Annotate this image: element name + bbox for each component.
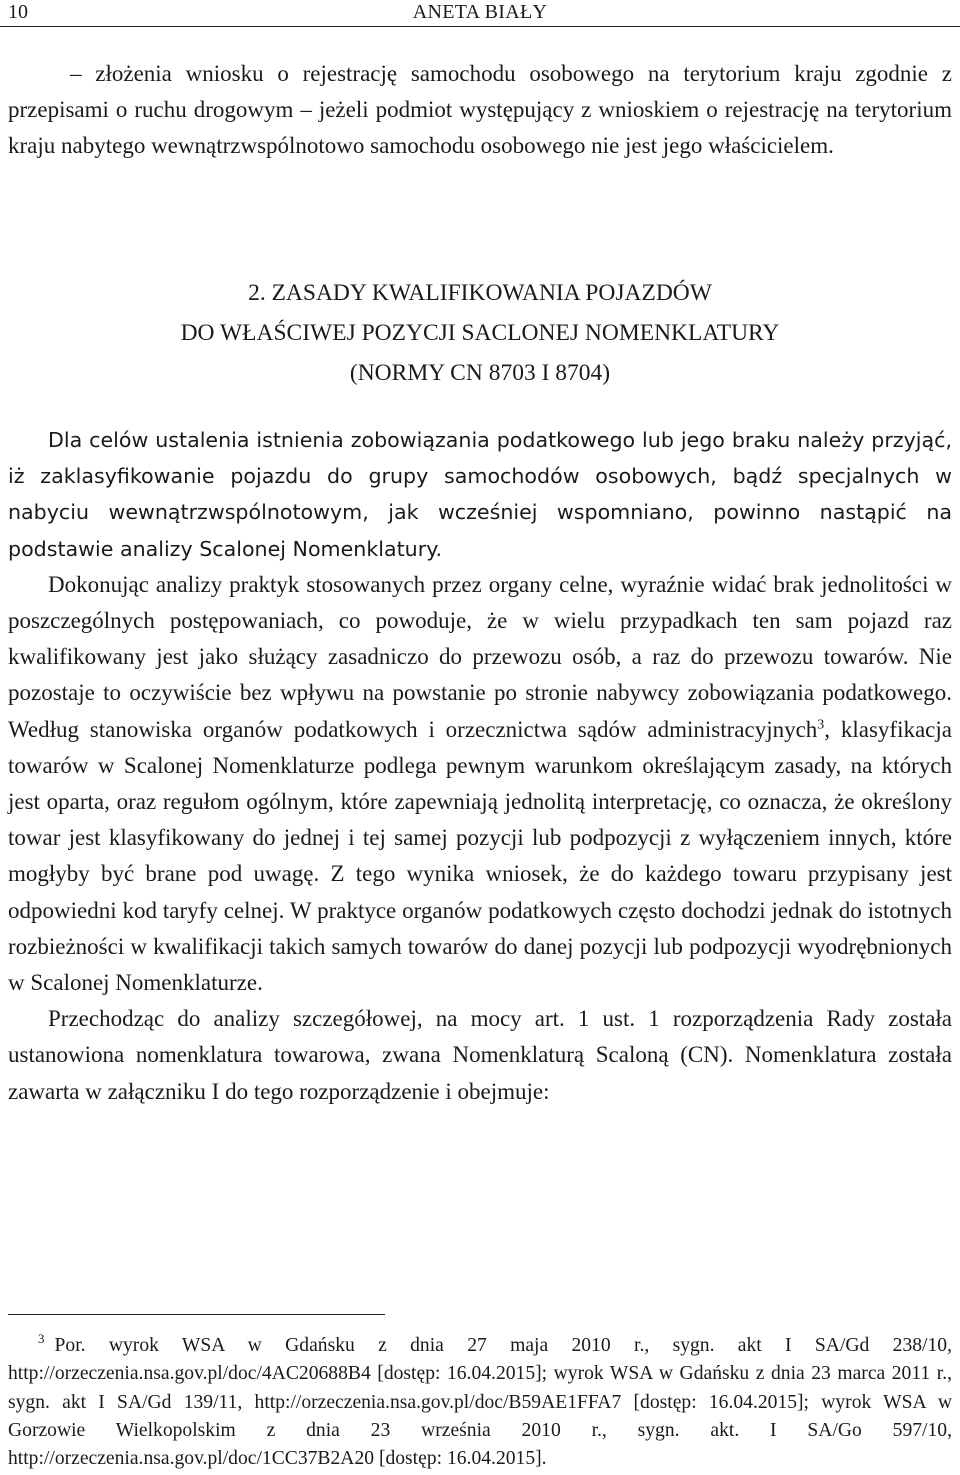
body-paragraph-2 (8, 567, 952, 1001)
section-body (8, 422, 952, 1110)
body-paragraph-2-text-b: , klasyfikacja towarów w Scalonej Nomenklaturze podlega pewnym warunkom określającym zasady, na których jest oparta, oraz regułom ogólnym, które zapewniają jednolitą interpretację, co oznacza, że określony towar jest klasyfikowany do jednej i tej samej pozycji lub podpozycji z wyłączeniem innych, które mogłyby być brane pod uwagę. Z tego wynika wniosek, że do każdego towaru przypisany jest odpowiedni kod taryfy celnej. W praktyce organów podatkowych często dochodzi jednak do istotnych rozbieżności w kwalifikacji takich samych towarów do danej pozycji lub podpozycji wyodrębnionych w Scalonej Nomenklaturze. (8, 716, 952, 996)
footnote-reference[interactable]: 3 (817, 716, 825, 732)
footnote-divider (8, 1314, 385, 1315)
page-header (0, 0, 960, 27)
footnote-number: 3 (38, 1331, 45, 1347)
section-heading-line-2: DO WŁAŚCIWEJ POZYCJI SACLONEJ NOMENKLATURY (180, 320, 780, 346)
section-heading (0, 273, 960, 393)
footnote (8, 1332, 952, 1473)
body-paragraph-3: Przechodząc do analizy szczegółowej, na mocy art. 1 ust. 1 rozporządzenia Rady została ustanowiona nomenklatura towarowa, zwana Nomenklaturą Scaloną (CN). Nomenklatura została zawarta w załączniku I do tego rozporządzenie i obejmuje: (8, 1006, 952, 1104)
page-number: 10 (8, 1, 28, 23)
body-paragraph-1: Dla celów ustalenia istnienia zobowiązania podatkowego lub jego braku należy przyjąć, iż zaklasyfikowanie pojazdu do grupy samochodów osobowych, bądź specjalnych w nabyciu wewnątrzwspólnotowym, jak wcześniej wspomniano, powinno nastąpić na podstawie analizy Scalonej Nomenklatury. (8, 428, 952, 561)
running-head-author: ANETA BIAŁY (412, 1, 548, 23)
body-paragraph-2-text-a: Dokonując analizy praktyk stosowanych przez organy celne, wyraźnie widać brak jednolitości w poszczególnych postępowaniach, co powoduje, że w wielu przypadkach ten sam pojazd raz kwalifikowany jest jako służący zasadniczo do przewozu osób, a raz do przewozu towarów. Nie pozostaje to oczywiście bez wpływu na powstanie po stronie nabywcy zobowiązania podatkowego. Według stanowiska organów podatkowych i orzecznictwa sądów administracyjnych (8, 571, 952, 742)
section-heading-line-1: 2. ZASADY KWALIFIKOWANIA POJAZDÓW (248, 280, 712, 306)
footnote-text: Por. wyrok WSA w Gdańsku z dnia 27 maja 2010 r., sygn. akt I SA/Gd 238/10, http://orzeczenia.nsa.gov.pl/doc/4AC20688B4 [dostęp: 16.04.2015]; wyrok WSA w Gdańsku z dnia 23 marca 2011 r., sygn. akt I SA/Gd 139/11, http://orzeczenia.nsa.gov.pl/doc/B59AE1FFA7 [dostęp: 16.04.2015]; wyrok WSA w Gorzowie Wielkopolskim z dnia 23 września 2010 r., sygn. akt. I SA/Go 597/10, http://orzeczenia.nsa.gov.pl/doc/1CC37B2A20 [dostęp: 16.04.2015]. (8, 1335, 952, 1470)
section-heading-line-3: (NORMY CN 8703 I 8704) (349, 360, 611, 386)
intro-block (8, 56, 952, 165)
intro-paragraph: – złożenia wniosku o rejestrację samochodu osobowego na terytorium kraju zgodnie z przepisami o ruchu drogowym – jeżeli podmiot występujący z wnioskiem o rejestrację na terytorium kraju nabytego wewnątrzwspólnotowo samochodu osobowego nie jest jego właścicielem. (8, 61, 952, 159)
